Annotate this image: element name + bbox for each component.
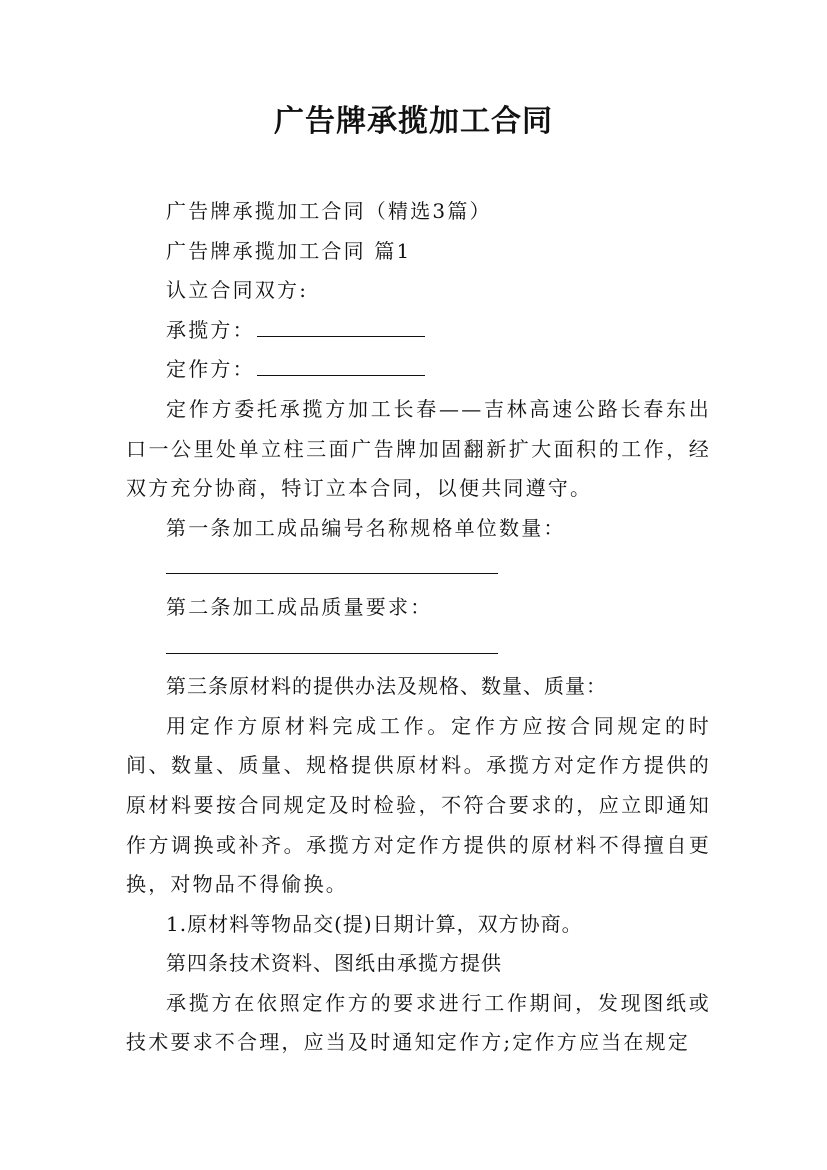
- parties-label: 认立合同双方:: [166, 278, 309, 303]
- subtitle-line: 广告牌承揽加工合同（精选3篇）: [166, 199, 492, 223]
- article-3-heading: 第三条原材料的提供办法及规格、数量、质量：: [166, 674, 607, 699]
- paragraph-materials: 用定作方原材料完成工作。定作方应按合同规定的时间、数量、质量、规格提供原材料。承揽方对定作方提供的原材料要按合同规定及时检验，不符合要求的，应立即通知作方调换或补齐。承揽方对定作方提供的原材料不得擅自更换，对物品不得偷换。: [126, 713, 711, 897]
- document-title: 广告牌承揽加工合同: [274, 104, 553, 139]
- article-1-blank: [166, 553, 498, 574]
- article-1-blank-line: [126, 548, 711, 588]
- article-2-blank: [166, 633, 498, 654]
- paragraph-technical: 承揽方在依照定作方的要求进行工作期间，发现图纸或技术要求不合理，应当及时通知定作方;定作方应当在规定: [126, 990, 711, 1055]
- client-label: 定作方：: [166, 357, 255, 382]
- client-blank: [257, 357, 425, 376]
- article-2-heading: 第二条加工成品质量要求：: [166, 594, 433, 619]
- contractor-label: 承揽方：: [166, 317, 255, 342]
- article-2-blank-line: [126, 628, 711, 668]
- document-body: [126, 192, 711, 1063]
- contractor-line: [126, 311, 711, 351]
- contractor-blank: [257, 318, 425, 337]
- paragraph-delivery-date: 1.原材料等物品交(提)日期计算，双方协商。: [166, 911, 583, 936]
- article-4-heading: 第四条技术资料、图纸由承揽方提供: [166, 951, 502, 976]
- article-1-heading: 第一条加工成品编号名称规格单位数量：: [166, 515, 566, 540]
- client-line: [126, 350, 711, 390]
- section-heading: 广告牌承揽加工合同 篇1: [166, 238, 412, 263]
- paragraph-commission: 定作方委托承揽方加工长春——吉林高速公路长春东出口一公里处单立柱三面广告牌加固翻新扩大面积的工作，经双方充分协商，特订立本合同，以便共同遵守。: [126, 396, 711, 501]
